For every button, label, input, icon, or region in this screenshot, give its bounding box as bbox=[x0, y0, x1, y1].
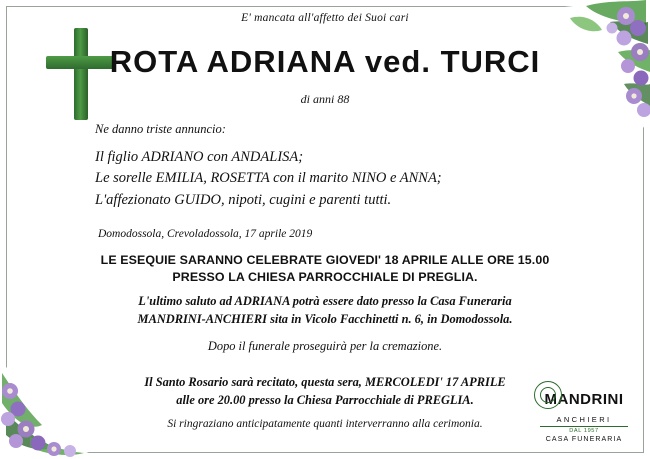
deceased-age: di anni 88 bbox=[300, 92, 350, 106]
logo-name: MANDRINI bbox=[544, 390, 624, 408]
rosary-line: alle ore 20.00 presso la Chiesa Parrocchiale di PREGLIA. bbox=[176, 392, 474, 407]
rosary-line: Il Santo Rosario sarà recitato, questa sera, MERCOLEDI' 17 APRILE bbox=[144, 375, 506, 389]
logo-line-casa-funeraria: CASA FUNERARIA bbox=[545, 435, 623, 443]
announcement-intro: Ne danno triste annuncio: bbox=[95, 122, 226, 136]
farewell-line: Dopo il funerale proseguirà per la cremazione. bbox=[207, 338, 443, 353]
farewell-line: MANDRINI-ANCHIERI sita in Vicolo Facchinetti n. 6, in Domodossola. bbox=[137, 311, 513, 326]
place-and-date: Domodossola, Crevoladossola, 17 aprile 2019 bbox=[98, 228, 313, 240]
funeral-home-logo bbox=[532, 385, 636, 443]
family-line: Il figlio ADRIANO con ANDALISA; bbox=[95, 149, 304, 165]
family-line: L'affezionato GUIDO, nipoti, cugini e parenti tutti. bbox=[95, 191, 392, 208]
family-line: Le sorelle EMILIA, ROSETTA con il marito NINO e ANNA; bbox=[95, 170, 442, 187]
logo-divider bbox=[540, 426, 628, 427]
funeral-details bbox=[0, 252, 650, 285]
logo-line-anchieri: ANCHIERI bbox=[556, 414, 612, 424]
family-list bbox=[95, 147, 590, 211]
funeral-line: PRESSO LA CHIESA PARROCCHIALE DI PREGLIA. bbox=[172, 269, 478, 284]
announcement-top-line: E' mancata all'affetto dei Suoi cari bbox=[241, 12, 409, 24]
logo-line-year: DAL 1957 bbox=[569, 427, 599, 434]
logo-seal-icon bbox=[534, 381, 562, 409]
farewell-details bbox=[0, 293, 650, 356]
farewell-line: L'ultimo saluto ad ADRIANA potrà essere dato presso la Casa Funeraria bbox=[138, 294, 512, 308]
thanks-note: Si ringraziano anticipatamente quanti interverranno alla cerimonia. bbox=[167, 418, 483, 430]
logo-mark bbox=[532, 385, 636, 415]
deceased-name: ROTA ADRIANA ved. TURCI bbox=[109, 44, 541, 79]
funeral-line: LE ESEQUIE SARANNO CELEBRATE GIOVEDI' 18 APRILE ALLE ORE 15.00 bbox=[100, 253, 550, 267]
